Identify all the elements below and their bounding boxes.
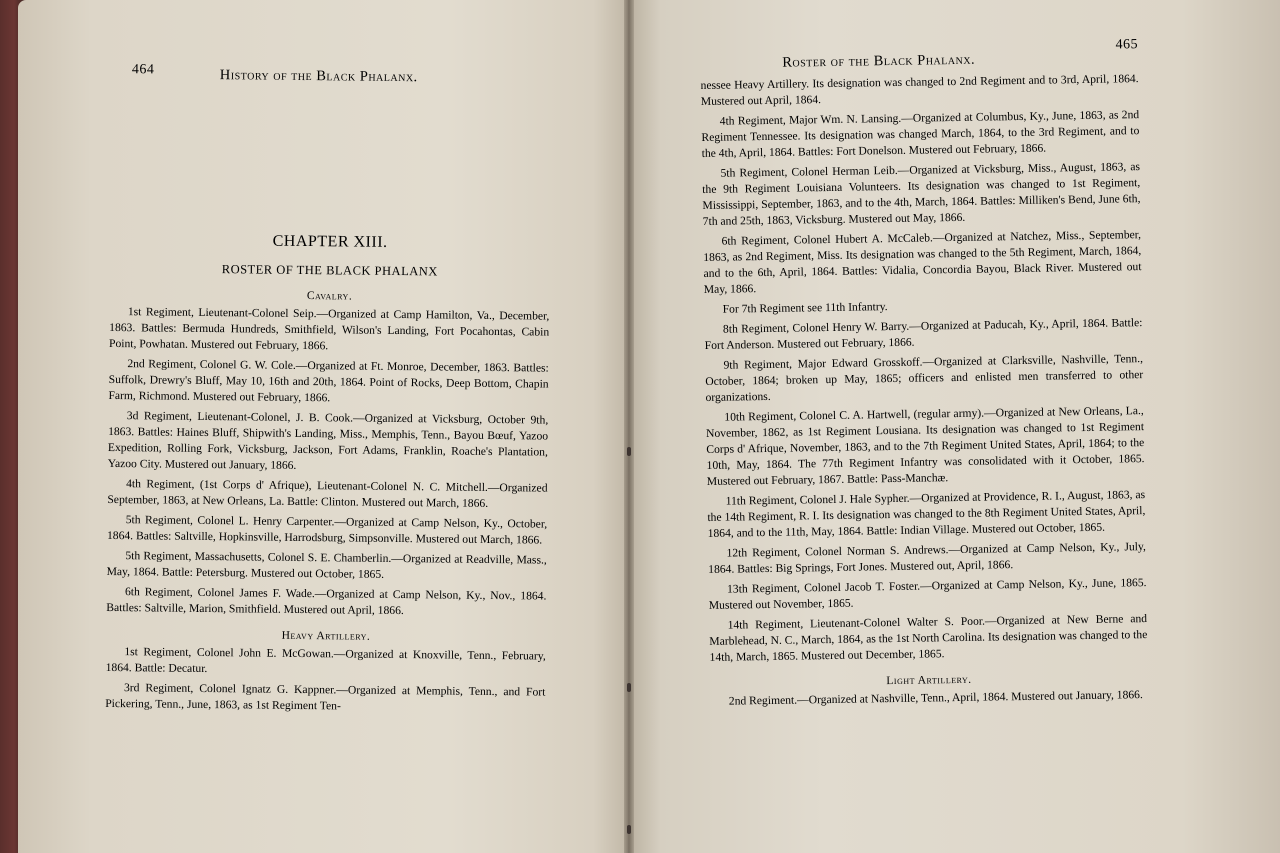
roster-entry: 13th Regiment, Colonel Jacob T. Foster.—Organized at Camp Nelson, Ky., June, 1865. Mustered out November, 1865.: [708, 576, 1147, 612]
roster-entry: 11th Regiment, Colonel J. Hale Sypher.—Organized at Providence, R. I., August, 1863, as the 14th Regiment, R. I. Its designation was changed to the 8th Regiment United States, April, 1864, and to the 11th, May, 1864. Battle: Indian Village. Mustered out October, 1865.: [707, 488, 1146, 540]
right-page-text: [700, 39, 1148, 714]
left-page-text: [105, 60, 552, 721]
roster-entry: 9th Regiment, Major Edward Grosskoff.—Organized at Clarksville, Nashville, Tenn., October, 1864; broken up May, 1865; officers and enlisted men transferred to other organizations.: [705, 352, 1144, 404]
binding-stitch: [627, 683, 631, 692]
roster-entry: 6th Regiment, Colonel Hubert A. McCaleb.—Organized at Natchez, Miss., September, 1863, as 2nd Regiment, Miss. Its designation was changed to the 5th Regiment, March, 1864, and to the 6th, April, 1864. Battles: Vidalia, Concordia Bayou, Black River. Mustered out May, 1866.: [703, 228, 1142, 296]
chapter-title: ROSTER OF THE BLACK PHALANX: [221, 262, 438, 279]
roster-entry: 4th Regiment, (1st Corps d' Afrique), Lieutenant-Colonel N. C. Mitchell.—Organized September, 1863, at New Orleans, La. Battle: Clinton. Mustered out March, 1866.: [107, 477, 548, 510]
roster-entry: 6th Regiment, Colonel James F. Wade.—Organized at Camp Nelson, Ky., Nov., 1864. Battles: Saltville, Marion, Smithfield. Mustered out April, 1866.: [106, 585, 547, 618]
roster-entry: For 7th Regiment see 11th Infantry.: [722, 300, 888, 316]
page-number: 465: [1115, 37, 1139, 53]
roster-entry: 4th Regiment, Major Wm. N. Lansing.—Organized at Columbus, Ky., June, 1863, as 2nd Regiment Tennessee. Its designation was changed March, 1864, to the 3rd Regiment, and to the 4th, April, 1864. Battles: Fort Donelson. Mustered out February, 1866.: [701, 108, 1140, 160]
running-head: Roster of the Black Phalanx.: [782, 51, 976, 71]
roster-entry: 3d Regiment, Lieutenant-Colonel, J. B. Cook.—Organized at Vicksburg, October 9th, 1863. Battles: Haines Bluff, Shipwith's Landing, Miss., Memphis, Tenn., Bayou Bœuf, Yazoo Expedition, Rolling Fork, Vicksburg, Jackson, Fort Adams, Franklin, Roache's Plantation, Yazoo City. Mustered out January, 1866.: [107, 409, 549, 472]
binding-stitch: [627, 825, 631, 834]
page-number: 464: [131, 62, 155, 78]
section-heading-light-artillery: Light Artillery.: [886, 673, 972, 688]
roster-entry: 5th Regiment, Massachusetts, Colonel S. E. Chamberlin.—Organized at Readville, Mass., May, 1864. Battle: Petersburg. Mustered out October, 1865.: [106, 549, 547, 581]
roster-entry: 5th Regiment, Colonel L. Henry Carpenter.—Organized at Camp Nelson, Ky., October, 1864. Battles: Saltville, Hopkinsville, Harrodsburg, Simpsonville. Mustered out March, 1866.: [106, 513, 548, 547]
roster-entry: 1st Regiment, Colonel John E. McGowan.—Organized at Knoxville, Tenn., February, 1864. Battle: Decatur.: [105, 645, 546, 676]
roster-entry: 5th Regiment, Colonel Herman Leib.—Organized at Vicksburg, Miss., August, 1863, as the 9th Regiment Louisiana Volunteers. Its designation was changed to 1st Regiment, Mississippi, September, 1863, and to the 4th, March, 1864. Battles: Milliken's Bend, June 6th, 7th and 25th, 1863, Vicksburg. Mustered out May, 1866.: [702, 160, 1141, 228]
running-head: History of the Black Phalanx.: [219, 67, 418, 86]
roster-entry: 1st Regiment, Lieutenant-Colonel Seip.—Organized at Camp Hamilton, Va., December, 1863. Battles: Bermuda Hundreds, Smithfield, Wilson's Landing, Fort Pocahontas, Cabin Point, Powhatan. Mustered out February, 1866.: [108, 305, 550, 353]
section-heading-cavalry: Cavalry.: [306, 290, 353, 303]
book-gutter: [624, 0, 634, 853]
roster-entry: 14th Regiment, Lieutenant-Colonel Walter S. Poor.—Organized at New Berne and Marblehead, N. C., March, 1864, as the 1st North Carolina. Its designation was changed to the 14th, March, 1865. Mustered out December, 1865.: [709, 612, 1148, 664]
roster-entry: 8th Regiment, Colonel Henry W. Barry.—Organized at Paducah, Ky., April, 1864. Battle: Fort Anderson. Mustered out February, 1866.: [704, 316, 1143, 352]
section-heading-heavy-artillery: Heavy Artillery.: [281, 629, 371, 643]
roster-entry: 3rd Regiment, Colonel Ignatz G. Kappner.—Organized at Memphis, Tenn., and Fort Pickering, Tenn., June, 1863, as 1st Regiment Ten-: [105, 681, 546, 713]
roster-entry: 2nd Regiment, Colonel G. W. Cole.—Organized at Ft. Monroe, December, 1863. Battles: Suffolk, Drewry's Bluff, May 10, 16th and 20th, 1864. Point of Rocks, Deep Bottom, Chapin Farm, Richmond. Mustered out February, 1866.: [108, 357, 549, 405]
roster-entry: 12th Regiment, Colonel Norman S. Andrews.—Organized at Camp Nelson, Ky., July, 1864. Battles: Big Springs, Fort Jones. Mustered out, April, 1866.: [708, 540, 1147, 576]
binding-stitch: [627, 447, 631, 456]
roster-entry: 2nd Regiment.—Organized at Nashville, Tenn., April, 1864. Mustered out January, 1866.: [728, 688, 1143, 708]
left-page-header: [112, 60, 552, 93]
chapter-heading: CHAPTER XIII.: [272, 232, 388, 251]
roster-entry-continued: nessee Heavy Artillery. Its designation was changed to 2nd Regiment and to 3rd, April, 1864. Mustered out April, 1864.: [700, 72, 1139, 108]
roster-entry: 10th Regiment, Colonel C. A. Hartwell, (regular army).—Organized at New Orleans, La., November, 1862, as 1st Regiment Lousiana. Its designation was changed to 1st Regiment Corps d' Afrique, November, 1863, and to the 7th Regiment United States, April, 1864; to the 10th, May, 1864. The 77th Regiment Infantry was consolidated with it October, 1865. Mustered out February, 1867. Battle: Pass-Manchæ.: [705, 404, 1145, 488]
